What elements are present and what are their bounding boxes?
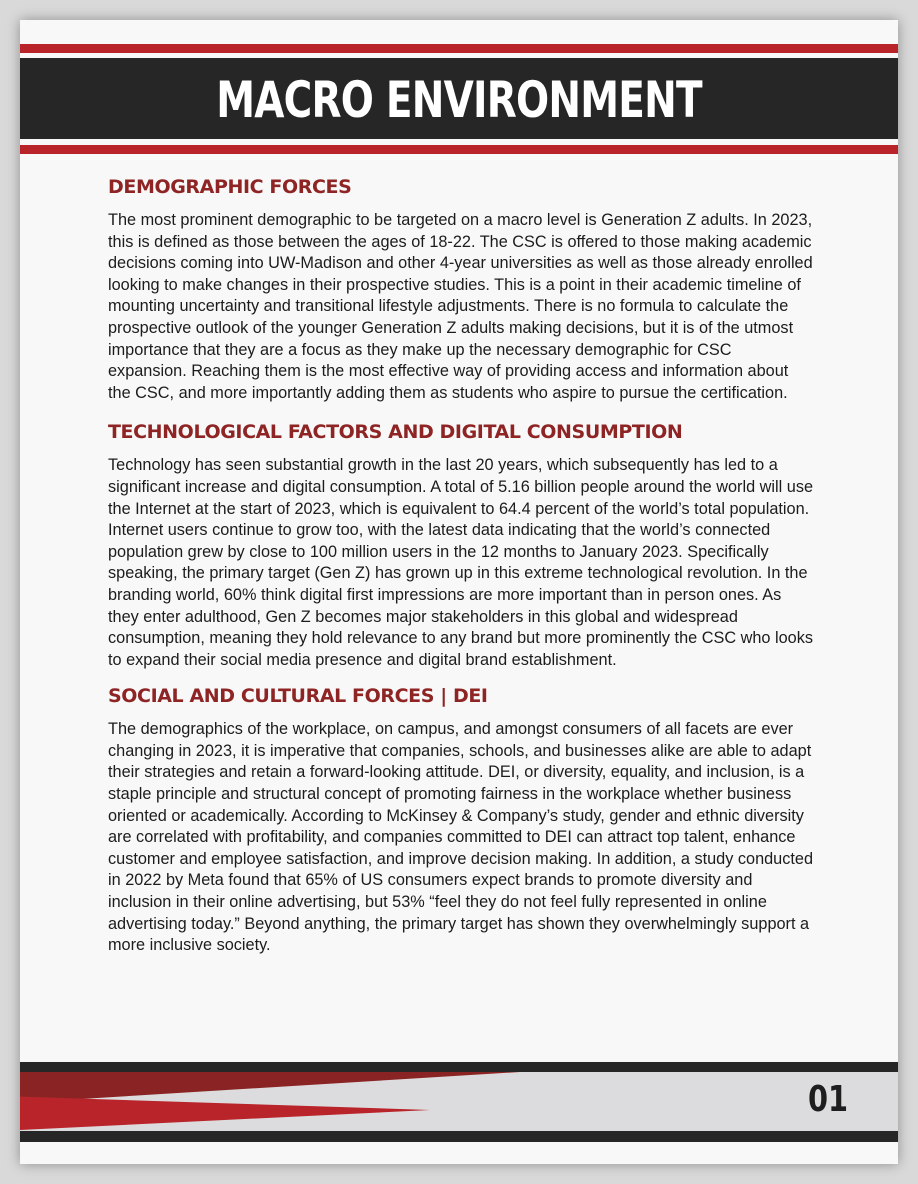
section-body-demographic: The most prominent demographic to be targeted on a macro level is Generation Z adults. In 2023, this is defined as those between the ages of 18-22. The CSC is offered to those making academic decisions coming into UW-Madison and other 4-year universities as well as those already enrolled looking to make changes in their prospective studies. This is a point in their academic timeline of mounting uncertainty and transitional lifestyle adjustments. There is no formula to calculate the prospective outlook of the younger Generation Z adults making decisions, but it is of the utmost importance that they are a focus as they make up the necessary demographic for CSC expansion. Reaching them is the most effective way of providing access and information about the CSC, and more importantly adding them as students who aspire to pursue the certification. <box>108 211 813 402</box>
document-page <box>20 20 898 1164</box>
banner-bottom-stripe <box>20 145 898 154</box>
section-heading-technological: TECHNOLOGICAL FACTORS AND DIGITAL CONSUMPTION <box>108 421 683 444</box>
main-content <box>108 176 814 957</box>
page-title: MACRO ENVIRONMENT <box>216 71 702 129</box>
section-heading-demographic: DEMOGRAPHIC FORCES <box>108 176 352 198</box>
section-body-technological: Technology has seen substantial growth in the last 20 years, which subsequently has led to a significant increase and digital consumption. A total of 5.16 billion people around the world will use the Internet at the start of 2023, which is equivalent to 64.4 percent of the world’s total population. Internet users continue to grow too, with the latest data indicating that the world’s connected population grew by close to 100 million users in the 12 months to January 2023. Specifically speaking, the primary target (Gen Z) has grown up in this extreme technological revolution. In the branding world, 60% think digital first impressions are more important than in person ones. As they enter adulthood, Gen Z becomes major stakeholders in this global and widespread consumption, meaning they hold relevance to any brand but more prominently the CSC who looks to expand their social media presence and digital brand establishment. <box>108 456 814 669</box>
section-heading-social-cultural: SOCIAL AND CULTURAL FORCES | DEI <box>108 685 488 708</box>
section-body-social-cultural: The demographics of the workplace, on campus, and amongst consumers of all facets are ever changing in 2023, it is imperative that companies, schools, and businesses alike are able to adapt their strategies and retain a forward-looking attitude. DEI, or diversity, equality, and inclusion, is a staple principle and structural concept of promoting fairness in the workplace whether business oriented or academically. According to McKinsey & Company’s study, gender and ethnic diversity are correlated with profitability, and companies committed to DEI can attract top talent, enhance customer and employee satisfaction, and improve decision making. In addition, a study conducted in 2022 by Meta found that 65% of US consumers expect brands to promote diversity and inclusion in their online advertising, but 53% “feel they do not feel fully represented in online advertising today.” Beyond anything, the primary target has shown they overwhelmingly support a more inclusive society. <box>108 720 814 955</box>
banner-top-stripe <box>20 44 898 53</box>
footer-band <box>20 1062 898 1142</box>
header-banner <box>20 44 898 154</box>
footer-graphic <box>20 1062 898 1142</box>
page-number: 01 <box>807 1079 848 1120</box>
